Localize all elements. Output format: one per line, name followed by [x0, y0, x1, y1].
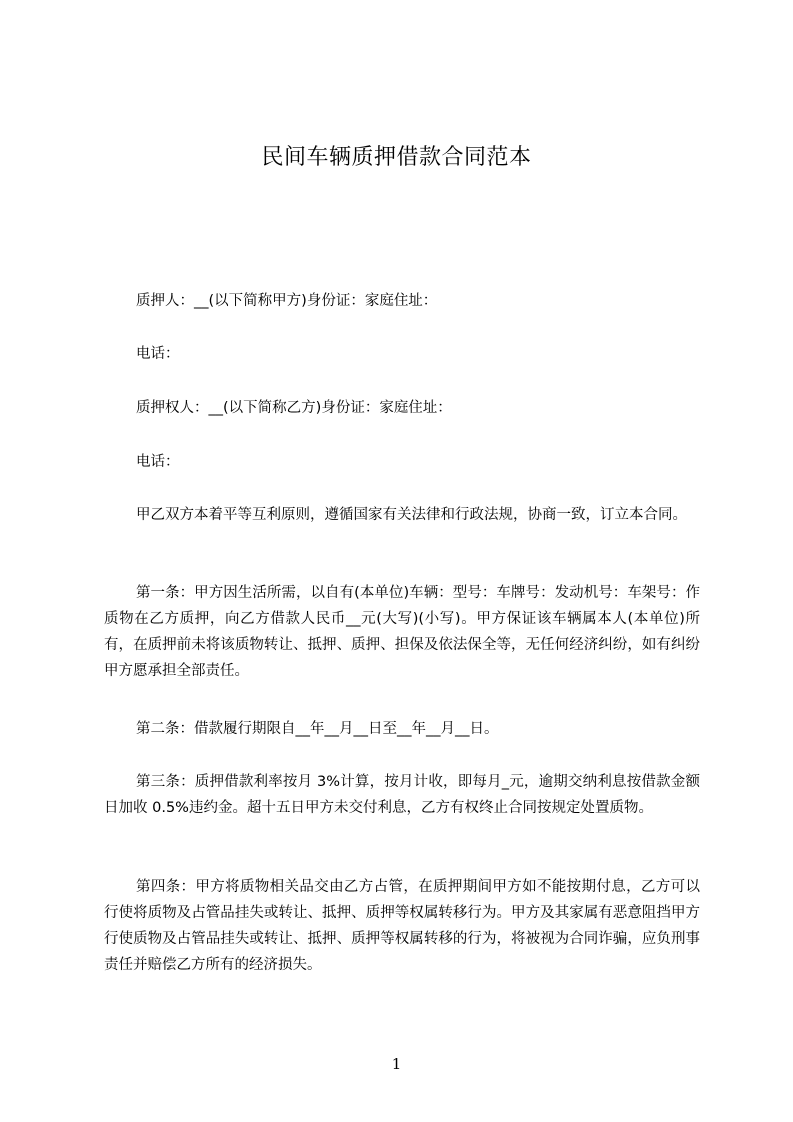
article-4-paragraph: 第四条：甲方将质物相关品交由乙方占管，在质押期间甲方如不能按期付息，乙方可以行使将质物及占管品挂失或转让、抵押、质押等权属转移行为。甲方及其家属有恶意阻挡甲方行使质物及占管品挂失或转让、抵押、质押等权属转移的行为，将被视为合同诈骗，应负刑事责任并赔偿乙方所有的经济损失。 — [104, 879, 700, 973]
page-number: 1 — [391, 1055, 402, 1073]
preamble-paragraph: 甲乙双方本着平等互利原则，遵循国家有关法律和行政法规，协商一致，订立本合同。 — [136, 507, 687, 523]
pledgee-phone-line: 电话： — [136, 454, 180, 470]
document-title: 民间车辆质押借款合同范本 — [261, 145, 532, 170]
pledgor-line: 质押人：__(以下简称甲方)身份证：家庭住址： — [136, 293, 438, 309]
pledgor-phone-line: 电话： — [136, 346, 180, 362]
article-2-paragraph: 第二条：借款履行期限自__年__月__日至__年__月__日。 — [136, 721, 499, 737]
article-3-paragraph: 第三条：质押借款利率按月 3%计算，按月计收，即每月_元，逾期交纳利息按借款金额日加收 0.5%违约金。超十五日甲方未交付利息，乙方有权终止合同按规定处置质物。 — [104, 774, 700, 816]
article-1-paragraph: 第一条：甲方因生活所需，以自有(本单位)车辆：型号：车牌号：发动机号：车架号：作质物在乙方质押，向乙方借款人民币__元(大写)(小写)。甲方保证该车辆属本人(本单位)所有，在质押前未将该质物转让、抵押、质押、担保及依法保全等，无任何经济纠纷，如有纠纷甲方愿承担全部责任。 — [104, 585, 700, 679]
pledgee-line: 质押权人：__(以下简称乙方)身份证：家庭住址： — [136, 400, 452, 416]
